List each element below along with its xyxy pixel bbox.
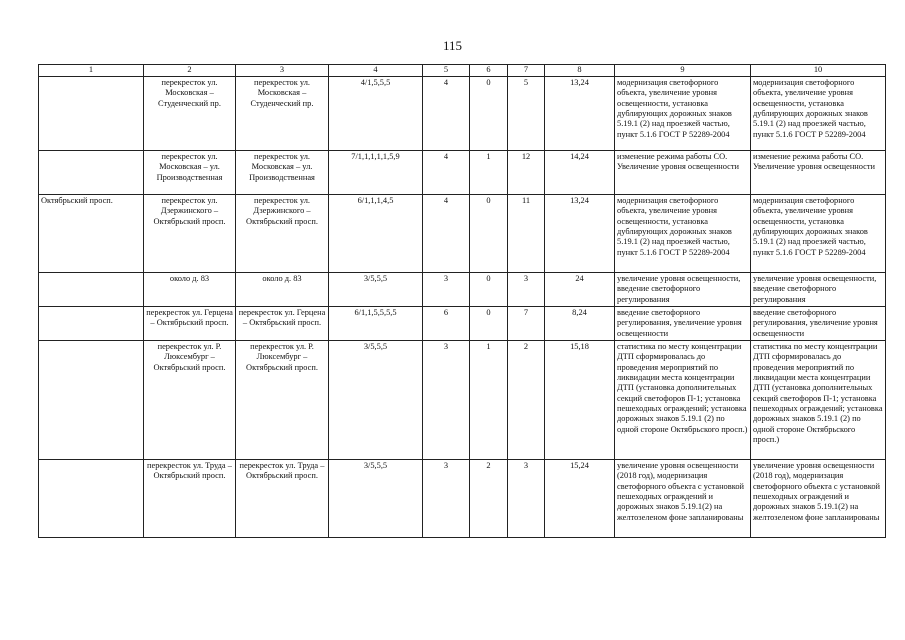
street-cell: [39, 273, 144, 307]
street-cell: Октябрьский просп.: [39, 195, 144, 273]
value-cell: 4/1,5,5,5: [329, 77, 423, 151]
value-cell: 6: [423, 307, 470, 341]
value-cell: 3: [423, 341, 470, 460]
measures-cell: статистика по месту концентрации ДТП сформировалась до проведения мероприятий по ликвидации места концентрации ДТП (установка дополнительных секций светофоров П-1; установка пешеходных ограждений; установка дорожных знаков 5.19.1 (2) по одной стороне Октябрьского просп.): [751, 341, 886, 460]
value-cell: 0: [470, 307, 508, 341]
location-from-cell: перекресток ул. Герцена – Октябрьский просп.: [144, 307, 236, 341]
location-from-cell: перекресток ул. Московская – Студенческий пр.: [144, 77, 236, 151]
column-header: 6: [470, 65, 508, 77]
street-cell: [39, 341, 144, 460]
value-cell: 13,24: [545, 195, 615, 273]
column-header: 2: [144, 65, 236, 77]
location-to-cell: перекресток ул. Труда – Октябрьский просп.: [236, 460, 329, 538]
measures-cell: модернизация светофорного объекта, увеличение уровня освещенности, установка дублирующих дорожных знаков 5.19.1 (2) над проезжей частью, пункт 5.1.6 ГОСТ Р 52289-2004: [751, 77, 886, 151]
column-header: 4: [329, 65, 423, 77]
value-cell: 15,18: [545, 341, 615, 460]
value-cell: 3/5,5,5: [329, 341, 423, 460]
measures-cell: модернизация светофорного объекта, увеличение уровня освещенности, установка дублирующих дорожных знаков 5.19.1 (2) над проезжей частью, пункт 5.1.6 ГОСТ Р 52289-2004: [615, 77, 751, 151]
table-row: [39, 151, 886, 195]
value-cell: 4: [423, 195, 470, 273]
value-cell: 11: [508, 195, 545, 273]
data-table: [38, 64, 886, 538]
measures-cell: увеличение уровня освещенности, введение светофорного регулирования: [615, 273, 751, 307]
table-row: [39, 460, 886, 538]
location-to-cell: перекресток ул. Герцена – Октябрьский просп.: [236, 307, 329, 341]
table-row: [39, 341, 886, 460]
location-to-cell: перекресток ул. Московская – Студенческий пр.: [236, 77, 329, 151]
column-header: 1: [39, 65, 144, 77]
value-cell: 2: [508, 341, 545, 460]
street-cell: [39, 307, 144, 341]
table-row: [39, 307, 886, 341]
value-cell: 1: [470, 151, 508, 195]
measures-cell: введение светофорного регулирования, увеличение уровня освещенности: [751, 307, 886, 341]
measures-cell: увеличение уровня освещенности (2018 год), модернизация светофорного объекта с установкой пешеходных ограждений и дорожных знаков 5.19.1(2) на желтозеленом фоне запланированы: [615, 460, 751, 538]
table-row: [39, 273, 886, 307]
value-cell: 6/1,1,5,5,5,5: [329, 307, 423, 341]
value-cell: 3/5,5,5: [329, 460, 423, 538]
value-cell: 6/1,1,1,4,5: [329, 195, 423, 273]
value-cell: 0: [470, 77, 508, 151]
measures-cell: изменение режима работы СО. Увеличение уровня освещенности: [615, 151, 751, 195]
table-row: [39, 77, 886, 151]
location-to-cell: около д. 83: [236, 273, 329, 307]
table-row: [39, 195, 886, 273]
value-cell: 4: [423, 77, 470, 151]
value-cell: 3/5,5,5: [329, 273, 423, 307]
measures-cell: модернизация светофорного объекта, увеличение уровня освещенности, установка дублирующих дорожных знаков 5.19.1 (2) над проезжей частью, пункт 5.1.6 ГОСТ Р 52289-2004: [615, 195, 751, 273]
measures-cell: увеличение уровня освещенности, введение светофорного регулирования: [751, 273, 886, 307]
location-to-cell: перекресток ул. Московская – ул. Производственная: [236, 151, 329, 195]
value-cell: 3: [508, 273, 545, 307]
header-row: [39, 65, 886, 77]
street-cell: [39, 460, 144, 538]
measures-cell: статистика по месту концентрации ДТП сформировалась до проведения мероприятий по ликвидации места концентрации ДТП (установка дополнительных секций светофоров П-1; установка пешеходных ограждений; установка дорожных знаков 5.19.1 (2) по одной стороне Октябрьского просп.): [615, 341, 751, 460]
value-cell: 2: [470, 460, 508, 538]
measures-cell: изменение режима работы СО. Увеличение уровня освещенности: [751, 151, 886, 195]
value-cell: 24: [545, 273, 615, 307]
column-header: 10: [751, 65, 886, 77]
value-cell: 4: [423, 151, 470, 195]
value-cell: 7/1,1,1,1,1,5,9: [329, 151, 423, 195]
measures-cell: введение светофорного регулирования, увеличение уровня освещенности: [615, 307, 751, 341]
location-from-cell: перекресток ул. Дзержинского – Октябрьский просп.: [144, 195, 236, 273]
value-cell: 5: [508, 77, 545, 151]
column-header: 7: [508, 65, 545, 77]
column-header: 3: [236, 65, 329, 77]
value-cell: 13,24: [545, 77, 615, 151]
location-to-cell: перекресток ул. Дзержинского – Октябрьский просп.: [236, 195, 329, 273]
measures-cell: модернизация светофорного объекта, увеличение уровня освещенности, установка дублирующих дорожных знаков 5.19.1 (2) над проезжей частью, пункт 5.1.6 ГОСТ Р 52289-2004: [751, 195, 886, 273]
value-cell: 3: [423, 460, 470, 538]
street-cell: [39, 151, 144, 195]
location-from-cell: перекресток ул. Московская – ул. Производственная: [144, 151, 236, 195]
column-header: 5: [423, 65, 470, 77]
value-cell: 7: [508, 307, 545, 341]
value-cell: 15,24: [545, 460, 615, 538]
value-cell: 0: [470, 273, 508, 307]
location-from-cell: перекресток ул. Р. Люксембург – Октябрьский просп.: [144, 341, 236, 460]
location-from-cell: около д. 83: [144, 273, 236, 307]
value-cell: 1: [470, 341, 508, 460]
column-header: 8: [545, 65, 615, 77]
value-cell: 12: [508, 151, 545, 195]
column-header: 9: [615, 65, 751, 77]
value-cell: 3: [508, 460, 545, 538]
street-cell: [39, 77, 144, 151]
value-cell: 14,24: [545, 151, 615, 195]
value-cell: 8,24: [545, 307, 615, 341]
page-number: 115: [442, 38, 463, 53]
value-cell: 0: [470, 195, 508, 273]
value-cell: 3: [423, 273, 470, 307]
measures-cell: увеличение уровня освещенности (2018 год), модернизация светофорного объекта с установкой пешеходных ограждений и дорожных знаков 5.19.1(2) на желтозеленом фоне запланированы: [751, 460, 886, 538]
location-from-cell: перекресток ул. Труда – Октябрьский просп.: [144, 460, 236, 538]
location-to-cell: перекресток ул. Р. Люксембург – Октябрьский просп.: [236, 341, 329, 460]
